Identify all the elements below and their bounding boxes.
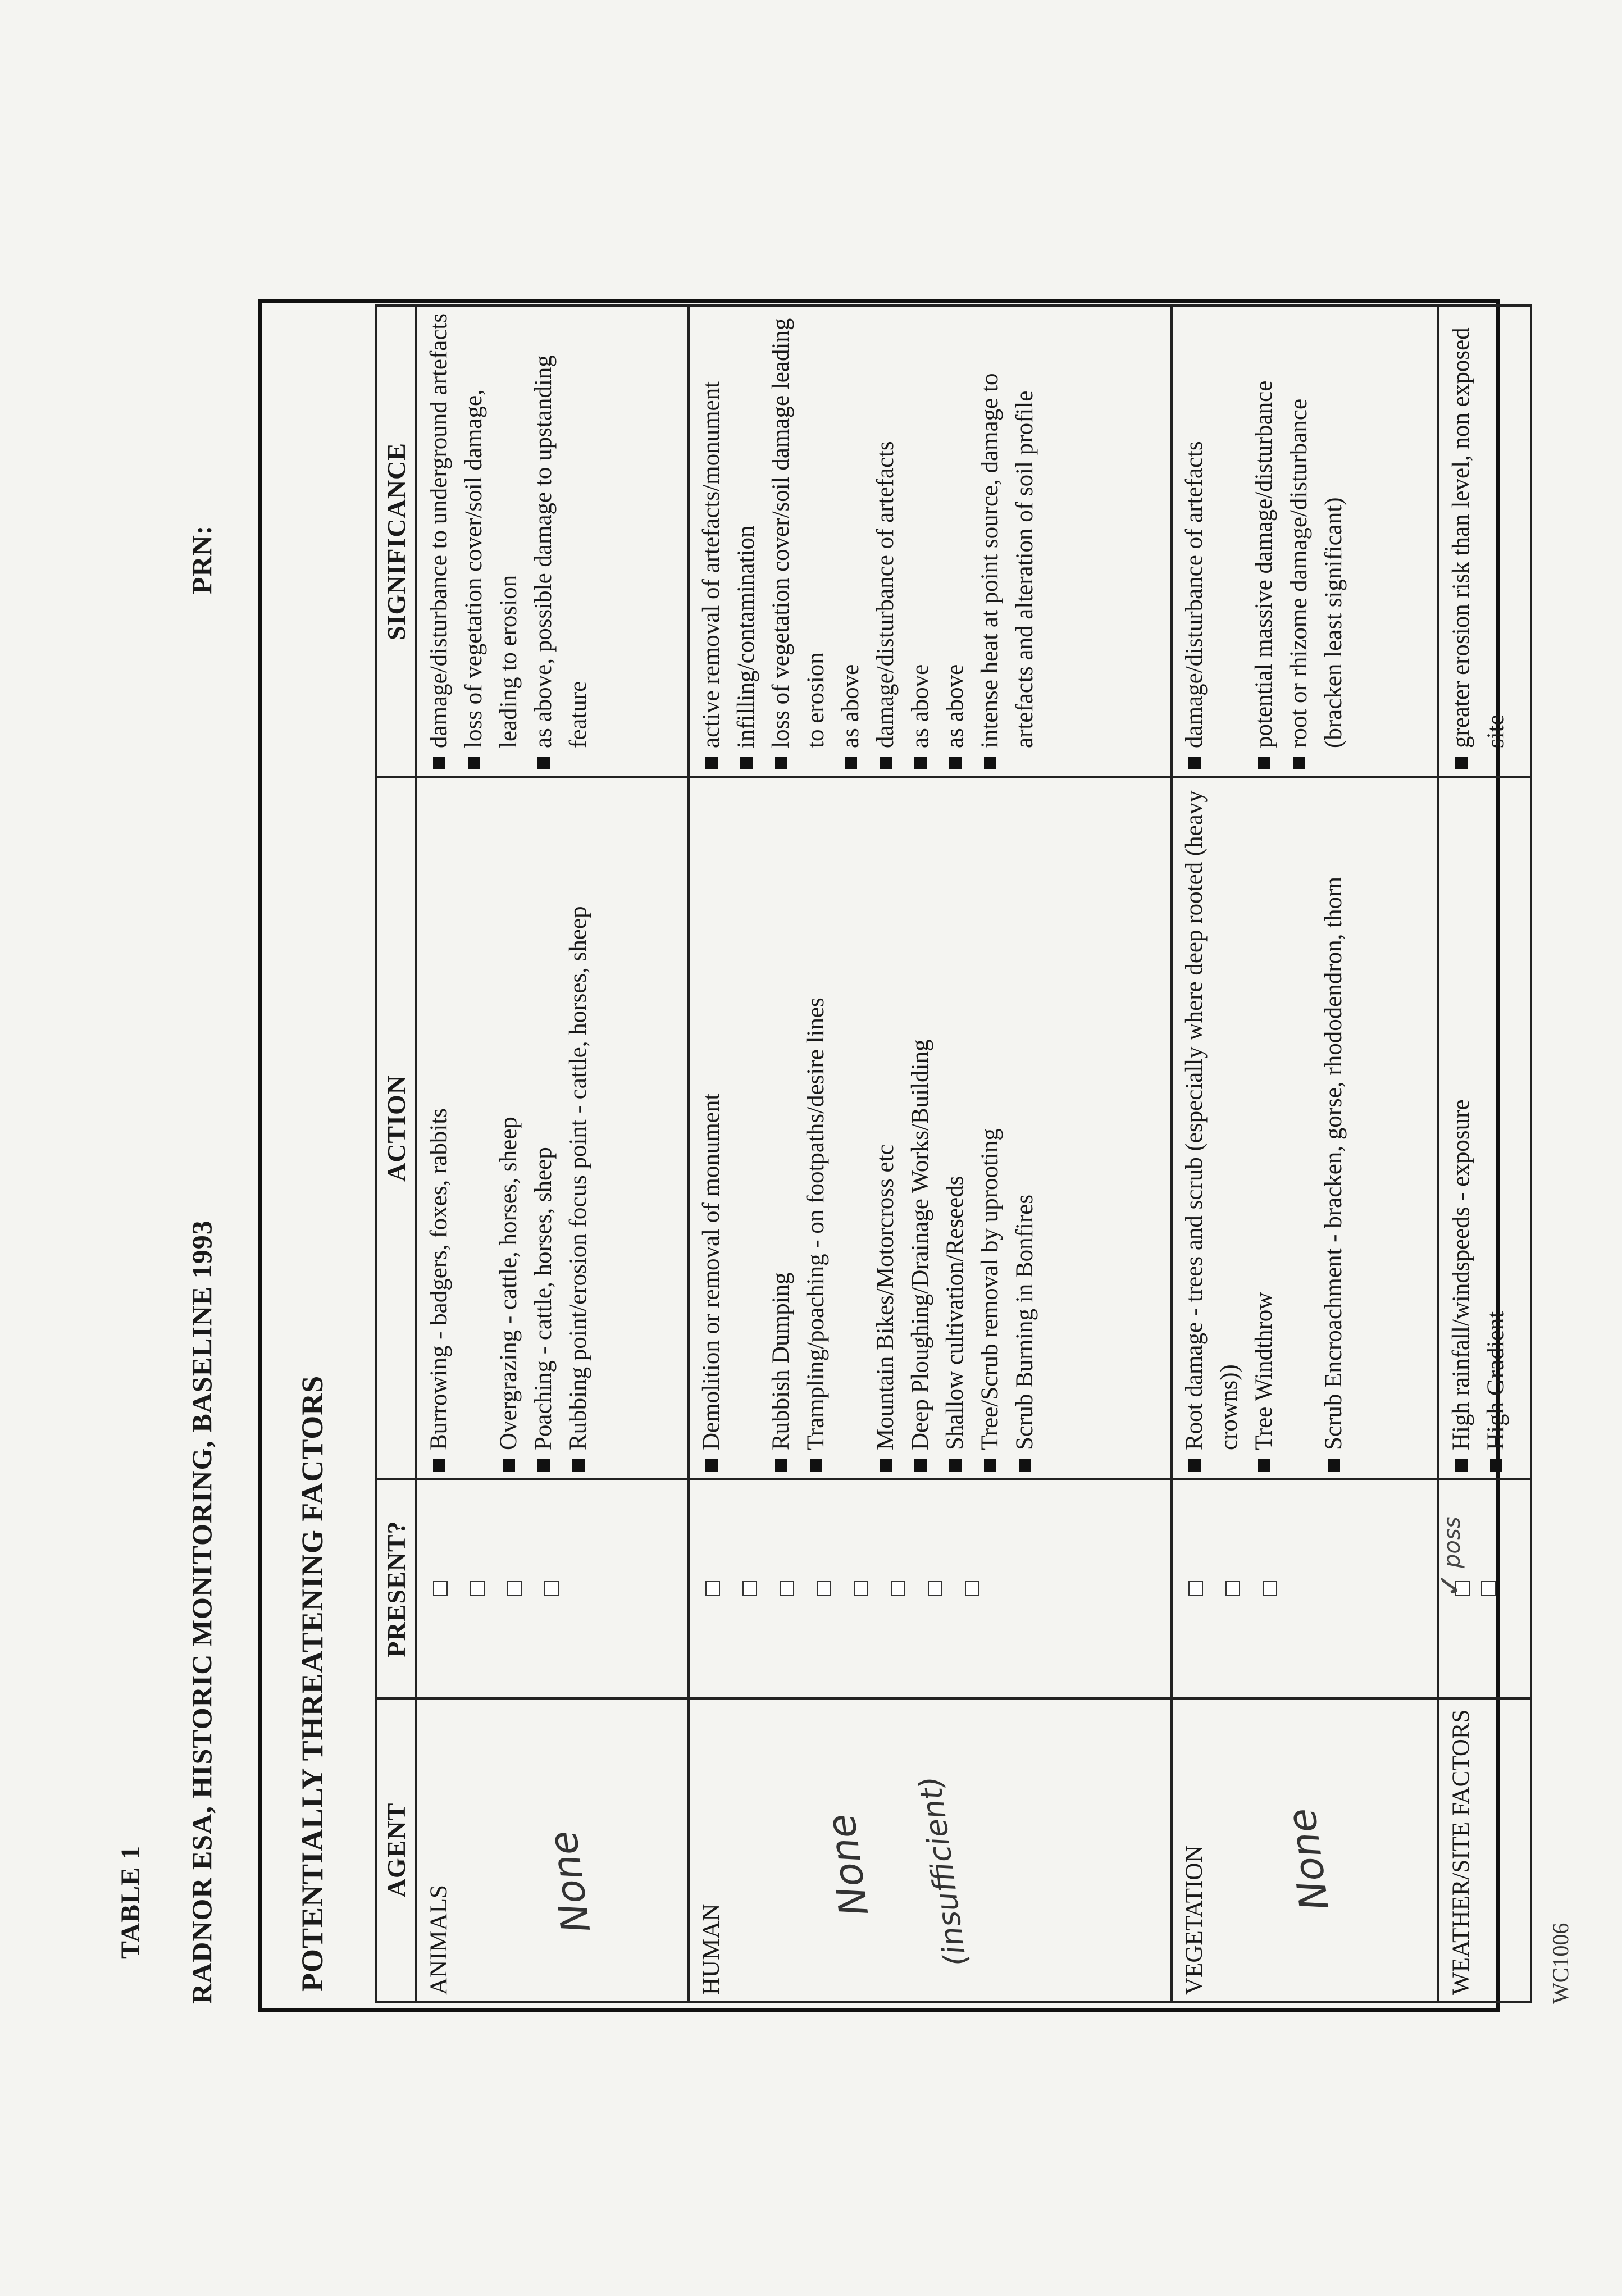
list-item: as above [833, 312, 868, 769]
bullet-icon [537, 1459, 550, 1472]
row-weather-site [1438, 306, 1531, 2002]
present-checkbox[interactable] [544, 1581, 559, 1596]
agent-cell [416, 1698, 689, 2002]
list-item: Root damage - trees and scrub (especially where deep rooted (heavy crowns)) [1177, 784, 1247, 1472]
bullet-icon [1455, 757, 1468, 769]
bullet-icon [845, 757, 857, 769]
agent-name: HUMAN [698, 1903, 725, 1995]
present-checkbox[interactable] [928, 1581, 942, 1596]
present-checkbox[interactable] [1225, 1581, 1240, 1596]
present-checkbox[interactable] [705, 1581, 720, 1596]
bullet-icon [1188, 1459, 1201, 1472]
bullet-icon [705, 1459, 718, 1472]
footer-code: WC1006 [1548, 1923, 1573, 2004]
list-item: intense heat at point source, damage to artefacts and alteration of soil profile [973, 312, 1042, 769]
threatening-factors-table [375, 304, 1532, 2003]
factors-frame [258, 299, 1509, 2012]
bullet-icon [914, 1459, 927, 1472]
present-checkbox[interactable] [1263, 1581, 1277, 1596]
present-cell [1438, 1479, 1531, 1698]
bullet-icon [537, 757, 550, 769]
significance-cell [416, 306, 689, 777]
present-checkbox[interactable] [470, 1581, 485, 1596]
present-checkbox[interactable] [817, 1581, 831, 1596]
bullet-icon [880, 1459, 892, 1472]
present-cell [689, 1479, 1172, 1698]
row-vegetation [1172, 306, 1438, 2002]
list-item: Deep Ploughing/Drainage Works/Building [903, 784, 938, 1472]
col-action: ACTION [376, 777, 416, 1479]
row-animals [416, 306, 689, 2002]
bullet-icon [880, 757, 892, 769]
list-item: Scrub Encroachment - bracken, gorse, rhododendron, thorn [1316, 784, 1351, 1472]
list-item: damage/disturbance of artefacts [1177, 312, 1212, 769]
bullet-icon [1188, 757, 1201, 769]
list-item: greater erosion risk than level, non exposed site [1444, 312, 1514, 769]
list-item: as above [903, 312, 938, 769]
present-checkbox[interactable] [507, 1581, 522, 1596]
list-item: active removal of artefacts/monument [694, 312, 729, 769]
col-agent: AGENT [376, 1698, 416, 2002]
agent-cell [1438, 1698, 1531, 2002]
list-item: Poaching - cattle, horses, sheep [526, 784, 561, 1472]
prn-label: PRN: [186, 525, 217, 594]
agent-cell [689, 1698, 1172, 2002]
bullet-icon [503, 1459, 515, 1472]
bullet-icon [949, 757, 962, 769]
present-checkbox[interactable] [854, 1581, 868, 1596]
action-cell [1438, 777, 1531, 1479]
action-cell [689, 777, 1172, 1479]
significance-cell [689, 306, 1172, 777]
bullet-icon [775, 1459, 787, 1472]
bullet-icon [468, 757, 480, 769]
present-checkbox[interactable] [780, 1581, 794, 1596]
list-item: as above, possible damage to upstanding feature [526, 312, 596, 769]
bullet-icon [433, 757, 445, 769]
present-checkbox[interactable] [891, 1581, 905, 1596]
list-item: Burrowing - badgers, foxes, rabbits [422, 784, 457, 1472]
list-item: Trampling/poaching - on footpaths/desire lines [799, 784, 833, 1472]
agent-name: WEATHER/SITE FACTORS [1448, 1709, 1474, 1995]
bullet-icon [1019, 1459, 1031, 1472]
significance-cell [1172, 306, 1438, 777]
bullet-icon [914, 757, 927, 769]
list-item: Tree Windthrow [1247, 784, 1282, 1472]
handwritten-note: (insufficient) [912, 1774, 974, 1969]
handwritten-note: None [817, 1811, 878, 1919]
bullet-icon [572, 1459, 585, 1472]
table-label: TABLE 1 [116, 1845, 145, 1959]
bullet-icon [1490, 1459, 1502, 1472]
handwritten-note: poss [1439, 1516, 1465, 1568]
list-item: Rubbing point/erosion focus point - cattle, horses, sheep [561, 784, 596, 1472]
bullet-icon [810, 1459, 822, 1472]
list-item: Overgrazing - cattle, horses, sheep [491, 784, 526, 1472]
list-item: damage/disturbance of artefacts [868, 312, 903, 769]
bullet-icon [775, 757, 787, 769]
present-cell [416, 1479, 689, 1698]
row-human [689, 306, 1172, 2002]
list-item: High rainfall/windspeeds - exposure [1444, 784, 1479, 1472]
present-checkbox[interactable] [965, 1581, 979, 1596]
list-item: Demolition or removal of monument [694, 784, 729, 1472]
present-checkbox-checked[interactable] [1455, 1581, 1470, 1596]
present-checkbox[interactable] [742, 1581, 757, 1596]
action-cell [416, 777, 689, 1479]
bullet-icon [984, 1459, 996, 1472]
bullet-icon [1258, 757, 1270, 769]
present-checkbox[interactable] [1481, 1581, 1496, 1596]
present-checkbox[interactable] [1188, 1581, 1203, 1596]
section-title: POTENTIALLY THREATENING FACTORS [295, 1375, 329, 1992]
list-item: Shallow cultivation/Reseeds [938, 784, 973, 1472]
agent-cell [1172, 1698, 1438, 2002]
present-checkbox[interactable] [433, 1581, 448, 1596]
agent-name: ANIMALS [426, 1885, 452, 1995]
bullet-icon [1293, 757, 1305, 769]
list-item: High Gradient [1479, 784, 1514, 1472]
table-header-row [376, 306, 416, 2002]
list-item: Tree/Scrub removal by uprooting [973, 784, 1008, 1472]
bullet-icon [705, 757, 718, 769]
list-item: loss of vegetation cover/soil damage leading to erosion [764, 312, 833, 769]
agent-name: VEGETATION [1181, 1845, 1208, 1995]
list-item: potential massive damage/disturbance [1247, 312, 1282, 769]
handwritten-note: None [539, 1828, 600, 1936]
bullet-icon [984, 757, 996, 769]
significance-cell [1438, 306, 1531, 777]
bullet-icon [1455, 1459, 1468, 1472]
bullet-icon [740, 757, 753, 769]
bullet-icon [433, 1459, 445, 1472]
list-item: damage/disturbance to underground artefacts [422, 312, 457, 769]
list-item: Rubbish Dumping [764, 784, 799, 1472]
present-cell [1172, 1479, 1438, 1698]
col-present: PRESENT? [376, 1479, 416, 1698]
bullet-icon [1258, 1459, 1270, 1472]
list-item: Mountain Bikes/Motorcross etc [868, 784, 903, 1472]
list-item: infilling/contamination [729, 312, 764, 769]
action-cell [1172, 777, 1438, 1479]
bullet-icon [1328, 1459, 1340, 1472]
document-title: RADNOR ESA, HISTORIC MONITORING, BASELINE 1993 [186, 1220, 217, 2004]
bullet-icon [949, 1459, 962, 1472]
list-item: as above [938, 312, 973, 769]
col-significance: SIGNIFICANCE [376, 306, 416, 777]
list-item: loss of vegetation cover/soil damage, leading to erosion [457, 312, 526, 769]
handwritten-note: None [1278, 1805, 1338, 1914]
list-item: Scrub Burning in Bonfires [1008, 784, 1042, 1472]
list-item: root or rhizome damage/disturbance (bracken least significant) [1282, 312, 1351, 769]
